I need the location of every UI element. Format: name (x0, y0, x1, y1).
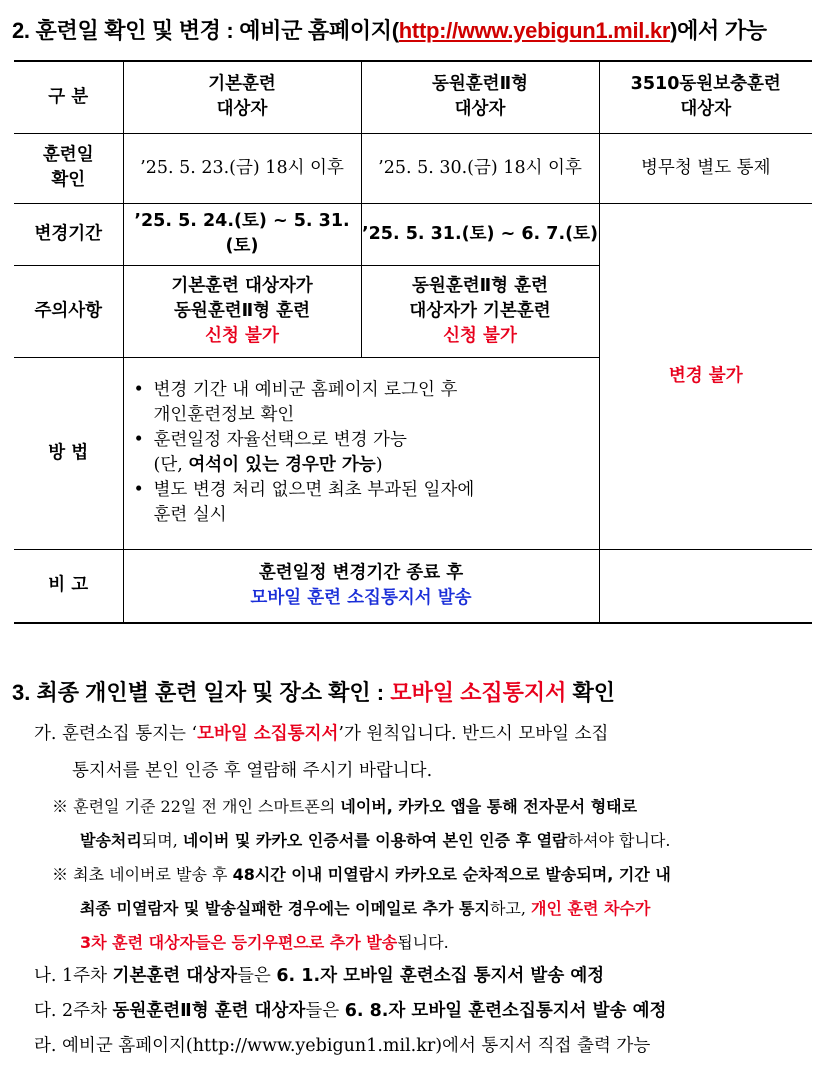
method-item (132, 378, 591, 428)
caution-mobilization (361, 265, 599, 357)
section3-title-suffix: 확인 (566, 680, 615, 705)
section3-title (12, 676, 615, 707)
method-item-2-line1: 훈련일정 자율선택으로 변경 가능 (153, 430, 407, 450)
item-ga-highlight: 모바일 소집통지서 (197, 724, 339, 744)
header-3510-line1: 3510동원보충훈련 (630, 74, 781, 95)
note2-pre: 최초 네이버로 발송 후 (73, 865, 233, 884)
header-mob-line1: 동원훈련Ⅱ형 (431, 74, 529, 95)
header-3510 (599, 61, 812, 133)
header-basic-line1: 기본훈련 (208, 74, 276, 95)
method-list (123, 357, 599, 549)
note2-mid: 하고, (489, 899, 532, 918)
caution-mob-line1: 동원훈련Ⅱ형 훈련 (412, 275, 548, 296)
row-remark-label: 비 고 (14, 549, 123, 623)
item-da (34, 997, 666, 1022)
row-method-label: 방 법 (14, 357, 123, 549)
method-item (132, 428, 591, 478)
note1-bold: 네이버, 카카오 앱을 통해 전자문서 형태로 (340, 797, 638, 816)
item-da-bold1: 동원훈련Ⅱ형 훈련 대상자 (112, 1001, 306, 1021)
note2-bold-b: 최종 미열람자 및 발송실패한 경우에는 이메일로 추가 통지 (80, 899, 490, 918)
method-item-1-line1: 변경 기간 내 예비군 홈페이지 로그인 후 (153, 380, 458, 400)
remark-line2: 모바일 훈련 소집통지서 발송 (250, 587, 472, 608)
method-item-1-line2: 개인훈련정보 확인 (153, 405, 295, 425)
bullet-icon: • (133, 480, 144, 500)
item-ga-post: ’가 원칙입니다. 반드시 모바일 소집 (338, 724, 609, 744)
method-note-close: ) (375, 455, 383, 475)
note2-line2 (80, 896, 650, 919)
confirm-mobilization: ’25. 5. 30.(금) 18시 이후 (361, 133, 599, 203)
header-3510-line2: 대상자 (680, 99, 732, 120)
note1-bold-a: 발송처리 (80, 831, 142, 850)
row-confirm (14, 133, 812, 203)
section2-title-prefix: 2. 훈련일 확인 및 변경 : 예비군 홈페이지( (12, 18, 399, 43)
section2-title (12, 14, 767, 45)
note1-post: 하셔야 합니다. (567, 831, 671, 850)
row-caution-label: 주의사항 (14, 265, 123, 357)
caution-mob-warning: 신청 불가 (443, 325, 517, 346)
caution-basic (123, 265, 361, 357)
table-header-row (14, 61, 812, 133)
item-da-pre: 다. 2주차 (34, 1001, 113, 1021)
section3-title-highlight: 모바일 소집통지서 (390, 680, 567, 705)
note1-pre: 훈련일 기준 22일 전 개인 스마트폰의 (73, 797, 341, 816)
note1-bold-b: 네이버 및 카카오 인증서를 이용하여 본인 인증 후 열람 (182, 831, 568, 850)
header-category-label: 구 분 (48, 86, 89, 107)
confirm-3510: 병무청 별도 통제 (599, 133, 812, 203)
caution-mob-line2: 대상자가 기본훈련 (409, 300, 551, 321)
row-period (14, 203, 812, 265)
note2-line3 (80, 930, 449, 953)
remark-empty-cell (599, 549, 812, 623)
item-ra: 라. 예비군 홈페이지(http://www.yebigun1.mil.kr)에서 통지서 직접 출력 가능 (34, 1036, 651, 1056)
row-period-label: 변경기간 (14, 203, 123, 265)
header-basic-line2: 대상자 (216, 99, 268, 120)
method-note-bold: 여석이 있는 경우만 가능 (188, 455, 376, 475)
caution-basic-line1: 기본훈련 대상자가 (171, 275, 313, 296)
remark-content (123, 549, 599, 623)
remark-line1: 훈련일정 변경기간 종료 후 (258, 562, 464, 583)
note2-red-b: 3차 훈련 대상자들은 등기우편으로 추가 발송 (80, 933, 398, 952)
method-item-3-line2: 훈련 실시 (153, 505, 227, 525)
bullet-icon: • (133, 380, 144, 400)
item-na-pre: 나. 1주차 (34, 966, 113, 986)
note-mark-icon: ※ (52, 797, 69, 816)
method-note-open: (단, (153, 455, 189, 475)
no-change-label: 변경 불가 (668, 365, 743, 386)
period-mobilization: ’25. 5. 31.(토) ~ 6. 7.(토) (361, 203, 599, 265)
section3-title-prefix: 3. 최종 개인별 훈련 일자 및 장소 확인 : (12, 680, 391, 705)
row-confirm-label (14, 133, 123, 203)
method-item-2-line2 (154, 453, 591, 478)
item-na-bold1: 기본훈련 대상자 (112, 966, 237, 986)
header-mob-line2: 대상자 (454, 99, 506, 120)
training-schedule-table (14, 60, 812, 624)
item-na-mid: 들은 (236, 966, 277, 986)
item-ga-pre: 가. 훈련소집 통지는 ‘ (34, 724, 198, 744)
item-ga-line1 (34, 720, 608, 745)
no-change-cell (599, 203, 812, 549)
item-da-mid: 들은 (305, 1001, 345, 1021)
row-confirm-label-line1: 훈련일 (42, 145, 94, 165)
header-mobilization (361, 61, 599, 133)
period-basic: ’25. 5. 24.(토) ~ 5. 31.(토) (123, 203, 361, 265)
section2-title-suffix: )에서 가능 (670, 18, 767, 43)
caution-basic-warning: 신청 불가 (205, 325, 279, 346)
item-na-bold2: 6. 1.자 모바일 훈련소집 통지서 발송 예정 (276, 966, 605, 986)
header-category (14, 61, 123, 133)
confirm-basic: ’25. 5. 23.(금) 18시 이후 (123, 133, 361, 203)
note1-line2 (80, 828, 670, 851)
note2-bold: 48시간 이내 미열람시 카카오로 순차적으로 발송되며, 기간 내 (232, 865, 671, 884)
note2-line1 (52, 862, 671, 885)
note1-line1 (52, 794, 637, 817)
note2-post: 됩니다. (397, 933, 449, 952)
note-mark-icon: ※ (52, 865, 69, 884)
method-item (132, 478, 591, 528)
note2-red: 개인 훈련 차수가 (531, 899, 651, 918)
note1-mid: 되며, (141, 831, 183, 850)
homepage-link[interactable]: http://www.yebigun1.mil.kr (398, 18, 671, 43)
caution-basic-line2: 동원훈련Ⅱ형 훈련 (174, 300, 310, 321)
item-da-bold2: 6. 8.자 모바일 훈련소집통지서 발송 예정 (344, 1001, 667, 1021)
bullet-icon: • (133, 430, 144, 450)
item-na (34, 962, 604, 987)
row-confirm-label-line2: 확인 (51, 170, 86, 190)
method-item-3-line1: 별도 변경 처리 없으면 최초 부과된 일자에 (153, 480, 475, 500)
item-ga-line2: 통지서를 본인 인증 후 열람해 주시기 바랍니다. (72, 761, 433, 781)
header-basic (123, 61, 361, 133)
row-remark (14, 549, 812, 623)
